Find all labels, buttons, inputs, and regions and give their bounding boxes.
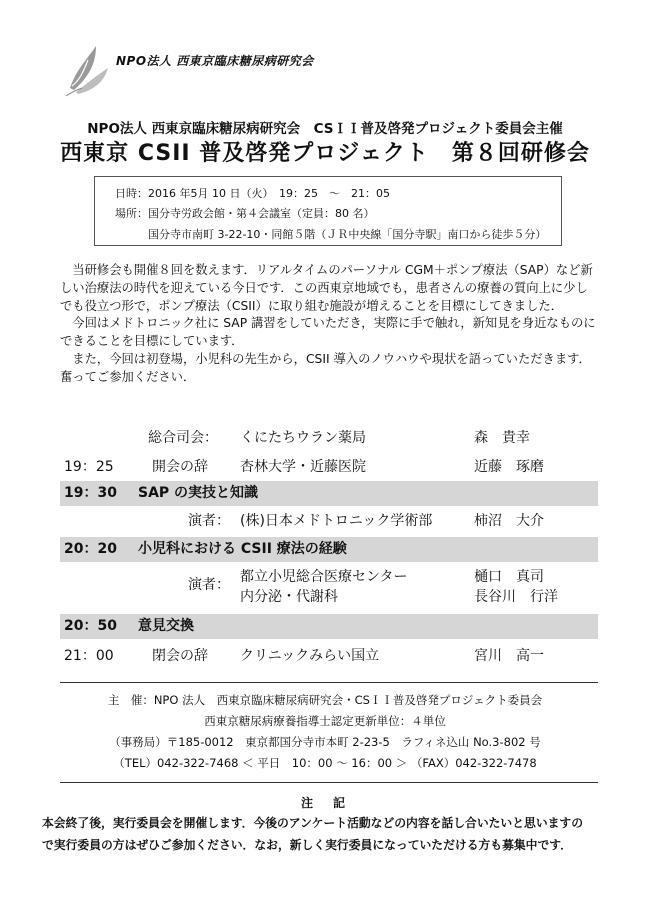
program-affiliation: 都立小児総合医療センター <box>240 569 408 585</box>
event-venue: 場所：国分寺労政会館・第４会議室（定員：80 名） <box>115 207 375 220</box>
intro-paragraph: 当研修会も開催８回を数えます．リアルタイムのパーソナル CGM＋ポンプ療法（SAP）など新しい治療法の時代を迎えている今日です．この西東京地域でも，患者さんの療養の質向上に少しでも役立つ形で，ポンプ療法（CSII）に取り組む施設が増えることを目標にしてきました． <box>60 263 593 313</box>
organization-name: NPO法人 西東京臨床糖尿病研究会 <box>116 54 314 68</box>
program-person: 森 貴幸 <box>474 430 530 446</box>
program-time: 19：30 <box>64 485 117 501</box>
note-title: 注 記 <box>300 796 349 810</box>
note-line: 本会終了後，実行委員会を開催します．今後のアンケート活動などの内容を話し合いたいと思いますの <box>42 816 584 830</box>
divider <box>60 682 598 683</box>
footer-organizer: 主 催：NPO 法人 西東京臨床糖尿病研究会・CSＩＩ普及啓発プロジェクト委員会 <box>107 693 543 707</box>
program-role: 演者： <box>188 577 230 593</box>
footer-office: （事務局）〒185-0012 東京都国分寺市本町 2-23-5 ラフィネ込山 No.3-802 号 <box>109 735 541 749</box>
program-time: 20：50 <box>64 618 117 634</box>
note-body <box>42 812 622 856</box>
program-role: 開会の辞 <box>152 459 208 475</box>
program-topic: 意見交換 <box>138 618 194 634</box>
event-address: 国分寺市南町 3-22-10・同館５階（ＪＲ中央線「国分寺駅」南口から徒歩５分） <box>148 228 547 241</box>
note-line: で実行委員の方はぜひご参加ください．なお，新しく実行委員になっていただける方も募集中です． <box>42 838 572 852</box>
program-time: 19：25 <box>64 459 114 475</box>
program-person: 近藤 琢磨 <box>474 459 544 475</box>
program-person: 宮川 高一 <box>474 648 544 664</box>
program-affiliation: クリニックみらい国立 <box>240 648 380 664</box>
program-role: 演者： <box>188 513 230 529</box>
program-role: 総合司会： <box>148 430 218 446</box>
event-datetime: 日時：2016 年5月 10 日（火） 19：25 ～ 21：05 <box>115 187 390 200</box>
program-affiliation: くにたちウラン薬局 <box>240 430 366 446</box>
program-session-pediatrics <box>60 537 598 562</box>
event-info-box <box>94 176 562 246</box>
program-row-opening <box>60 456 598 478</box>
program-person: 柿沼 大介 <box>474 513 544 529</box>
footer-credit: 西東京糖尿病療養指導士認定更新単位：４単位 <box>204 714 446 728</box>
footer-contact: （TEL）042-322-7468 ＜ 平日 10：00 ～ 16：00 ＞ （FAX）042-322-7478 <box>113 756 537 770</box>
organization-logo <box>62 40 114 100</box>
program-row-speaker <box>60 510 598 532</box>
program-session-discussion <box>60 614 598 639</box>
program-affiliation: (株)日本メドトロニック学術部 <box>240 513 433 529</box>
intro-text <box>60 262 600 387</box>
program-row-speaker <box>60 569 598 618</box>
program-person: 樋口 真司 <box>474 569 544 585</box>
program-row-closing <box>60 645 598 667</box>
divider <box>60 782 598 783</box>
program-role: 閉会の辞 <box>152 648 208 664</box>
page-title: 西東京 CSII 普及啓発プロジェクト 第８回研修会 <box>60 141 590 166</box>
program-session-sap <box>60 481 598 506</box>
program-person: 長谷川 行洋 <box>474 589 558 605</box>
intro-paragraph: また，今回は初登場，小児科の先生から，CSII 導入のノウハウや現状を語っていただきます．奮ってご参加ください． <box>60 351 591 384</box>
intro-paragraph: 今回はメドトロニック社に SAP 講習をしていただき，実際に手で触れ，新知見を身近なものにできることを目標にしています． <box>60 316 596 349</box>
program-topic: 小児科における CSII 療法の経験 <box>138 541 347 557</box>
sponsor-line: NPO法人 西東京臨床糖尿病研究会 CSＩＩ普及啓発プロジェクト委員会主催 <box>87 121 563 137</box>
program-row-moderator <box>60 427 598 449</box>
program-time: 20：20 <box>64 541 117 557</box>
program-topic: SAP の実技と知識 <box>138 485 259 501</box>
program-affiliation: 杏林大学・近藤医院 <box>240 459 366 475</box>
program-time: 21：00 <box>64 648 114 664</box>
program-affiliation: 内分泌・代謝科 <box>240 589 338 605</box>
